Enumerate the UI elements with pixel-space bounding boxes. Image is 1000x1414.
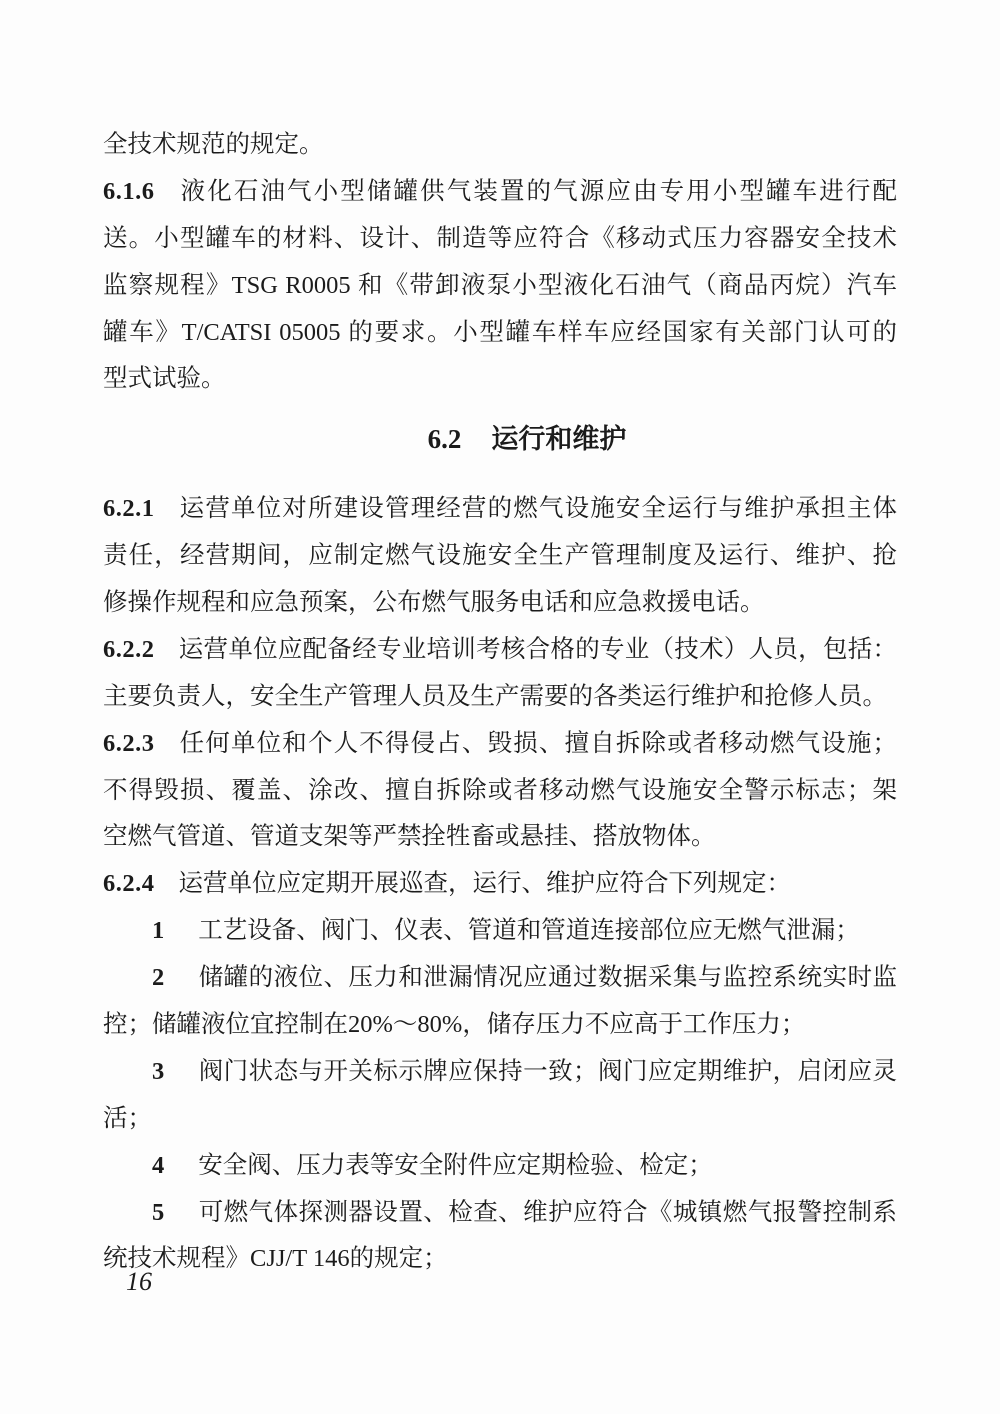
section-number: 6.2 bbox=[427, 424, 462, 455]
item-text: 工艺设备、阀门、仪表、管道和管道连接部位应无燃气泄漏； bbox=[198, 917, 860, 945]
body-line: 不得毁损、覆盖、涂改、擅自拆除或者移动燃气设施安全警示标志；架 bbox=[103, 776, 897, 804]
clause-6-1-6 bbox=[103, 169, 897, 403]
document-body bbox=[103, 122, 897, 1283]
body-line bbox=[103, 627, 897, 674]
body-line: 型式试验。 bbox=[103, 365, 226, 393]
clause-text: 运营单位应配备经专业培训考核合格的专业（技术）人员，包括： bbox=[178, 635, 897, 663]
body-line: 主要负责人，安全生产管理人员及生产需要的各类运行维护和抢修人员。 bbox=[103, 682, 887, 710]
clause-6-2-4 bbox=[103, 861, 897, 1283]
list-item-3 bbox=[103, 1049, 897, 1096]
body-line: 送。小型罐车的材料、设计、制造等应符合《移动式压力容器安全技术 bbox=[103, 224, 897, 252]
item-number: 3 bbox=[152, 1057, 165, 1085]
body-line: 监察规程》TSG R0005 和《带卸液泵小型液化石油气（商品丙烷）汽车 bbox=[103, 271, 897, 299]
item-text: 安全阀、压力表等安全附件应定期检验、检定； bbox=[198, 1151, 713, 1179]
body-line: 罐车》T/CATSI 05005 的要求。小型罐车样车应经国家有关部门认可的 bbox=[103, 318, 897, 346]
body-line: 责任，经营期间，应制定燃气设施安全生产管理制度及运行、维护、抢 bbox=[103, 542, 897, 570]
body-line: 全技术规范的规定。 bbox=[103, 131, 324, 158]
clause-number: 6.2.2 bbox=[103, 635, 155, 663]
item-text: 阀门状态与开关标示牌应保持一致；阀门应定期维护，启闭应灵 bbox=[198, 1057, 897, 1085]
clause-text: 液化石油气小型储罐供气装置的气源应由专用小型罐车进行配 bbox=[178, 177, 897, 205]
item-number: 5 bbox=[152, 1198, 165, 1226]
item-text: 储罐的液位、压力和泄漏情况应通过数据采集与监控系统实时监 bbox=[198, 964, 897, 992]
body-line bbox=[103, 721, 897, 768]
list-item-4 bbox=[103, 1143, 897, 1190]
list-item-3-continued: 活； bbox=[103, 1104, 152, 1132]
body-line: 修操作规程和应急预案，公布燃气服务电话和应急救援电话。 bbox=[103, 589, 765, 617]
item-number: 1 bbox=[152, 917, 165, 945]
clause-text: 任何单位和个人不得侵占、毁损、擅自拆除或者移动燃气设施； bbox=[178, 729, 897, 757]
body-line bbox=[103, 486, 897, 533]
section-title: 运行和维护 bbox=[491, 424, 627, 455]
item-number: 2 bbox=[152, 964, 165, 992]
body-line bbox=[103, 169, 897, 216]
clause-6-2-2 bbox=[103, 627, 897, 721]
body-line: 空燃气管道、管道支架等严禁拴牲畜或悬挂、搭放物体。 bbox=[103, 823, 716, 851]
list-item-1 bbox=[103, 908, 897, 955]
clause-6-2-3 bbox=[103, 721, 897, 862]
list-item-2 bbox=[103, 955, 897, 1002]
clause-number: 6.2.3 bbox=[103, 729, 155, 757]
page-number: 16 bbox=[126, 1267, 152, 1296]
list-item-5-continued: 统技术规程》CJJ/T 146的规定； bbox=[103, 1245, 448, 1273]
item-number: 4 bbox=[152, 1151, 165, 1179]
clause-number: 6.2.4 bbox=[103, 870, 155, 898]
list-item-5 bbox=[103, 1190, 897, 1237]
clause-number: 6.2.1 bbox=[103, 495, 155, 523]
clause-text: 运营单位应定期开展巡查，运行、维护应符合下列规定： bbox=[178, 870, 791, 898]
item-text: 可燃气体探测器设置、检查、维护应符合《城镇燃气报警控制系 bbox=[198, 1198, 897, 1226]
body-line bbox=[103, 861, 897, 908]
clause-number: 6.1.6 bbox=[103, 177, 155, 205]
list-item-2-continued: 控；储罐液位宜控制在20%～80%，储存压力不应高于工作压力； bbox=[103, 1011, 806, 1039]
paragraph-continuation bbox=[103, 122, 897, 169]
section-heading-6-2 bbox=[103, 416, 897, 463]
clause-6-2-1 bbox=[103, 486, 897, 627]
clause-text: 运营单位对所建设管理经营的燃气设施安全运行与维护承担主体 bbox=[178, 495, 897, 523]
